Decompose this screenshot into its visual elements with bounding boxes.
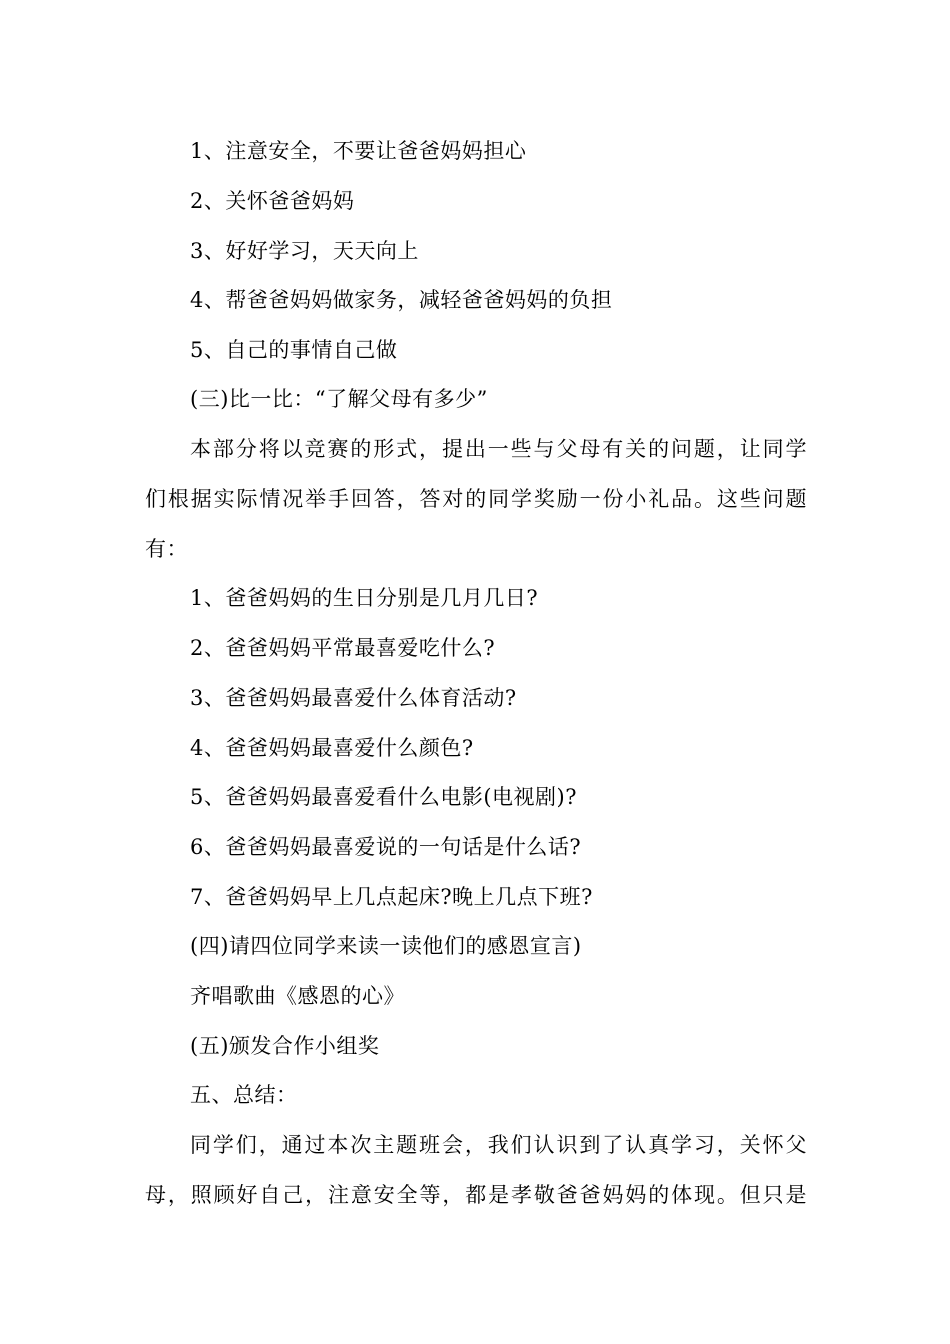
text-line-1: 1、注意安全，不要让爸爸妈妈担心 <box>190 139 527 163</box>
question-5: 5、爸爸妈妈最喜爱看什么电影(电视剧)? <box>190 785 578 809</box>
section-heading-5: (五)颁发合作小组奖 <box>190 1034 380 1058</box>
paragraph-line-1: 本部分将以竞赛的形式，提出一些与父母有关的问题，让同学 <box>190 437 807 461</box>
question-6: 6、爸爸妈妈最喜爱说的一句话是什么话? <box>190 835 582 859</box>
question-1: 1、爸爸妈妈的生日分别是几月几日? <box>190 586 539 610</box>
text-line-2: 2、关怀爸爸妈妈 <box>190 189 355 213</box>
section-heading-3: (三)比一比：“了解父母有多少” <box>190 387 488 411</box>
summary-line-1: 同学们，通过本次主题班会，我们认识到了认真学习，关怀父 <box>190 1133 807 1157</box>
section-heading-4: (四)请四位同学来读一读他们的感恩宣言) <box>190 934 582 958</box>
paragraph-line-3: 有： <box>145 537 188 561</box>
text-line-4: 4、帮爸爸妈妈做家务，减轻爸爸妈妈的负担 <box>190 288 613 312</box>
paragraph-line-2: 们根据实际情况举手回答，答对的同学奖励一份小礼品。这些问题 <box>145 487 807 511</box>
summary-line-2: 母，照顾好自己，注意安全等，都是孝敬爸爸妈妈的体现。但只是 <box>145 1183 807 1207</box>
text-line-3: 3、好好学习，天天向上 <box>190 239 419 263</box>
text-line-5: 5、自己的事情自己做 <box>190 338 398 362</box>
summary-heading: 五、总结： <box>190 1083 298 1107</box>
question-4: 4、爸爸妈妈最喜爱什么颜色? <box>190 736 474 760</box>
question-3: 3、爸爸妈妈最喜爱什么体育活动? <box>190 686 517 710</box>
song-line: 齐唱歌曲《感恩的心》 <box>190 984 405 1008</box>
question-7: 7、爸爸妈妈早上几点起床?晚上几点下班? <box>190 885 593 909</box>
question-2: 2、爸爸妈妈平常最喜爱吃什么? <box>190 636 496 660</box>
